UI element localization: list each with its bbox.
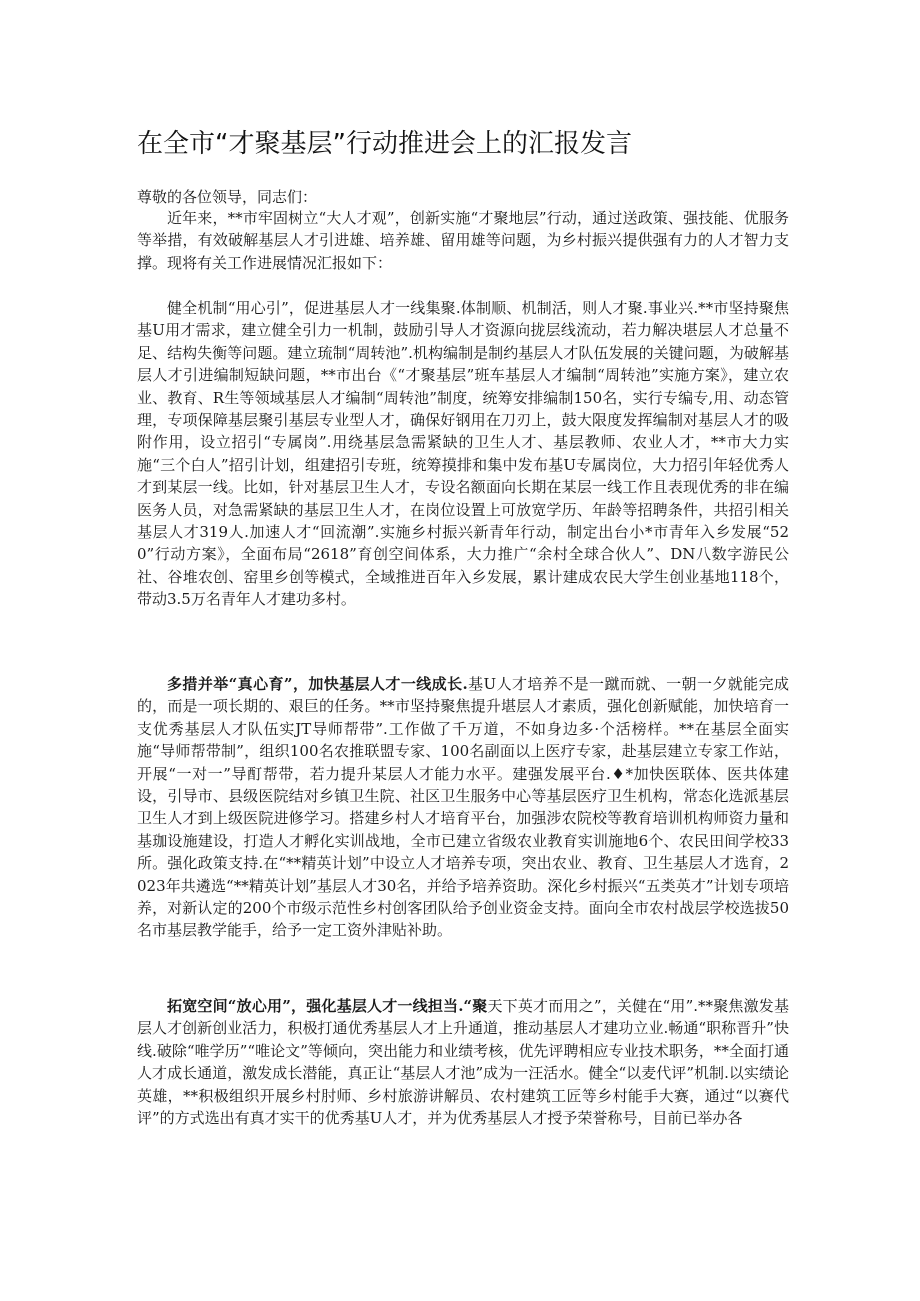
paragraph-intro [137,207,789,274]
paragraph-body: 健全机制“用心引”，促进基层人才一线集聚.体制顺、机制活，则人才聚.事业兴.**市坚持聚焦基U用才需求，建立健全引力一机制，鼓励引导人才资源向拢层线流动，若力解决堪层人才总量不足、结构失衡等问题。建立琉制“周转池”.机构编制是制约基层人才队伍发展的关键问题，为破解基层人才引进编制短缺问题，**市出台《“才聚基层”班车基层人才编制“周转池”实施方案》，建立农业、教育、R生等领域基层人才编制“周转池”制度，统筹安排编制150名，实行专编专,用、动态管理，专项保障基层聚引基层专业型人才，确保好钢用在刀刃上，鼓大限度发挥编制对基层人才的吸附作用，设立招引“专属岗”.用绕基层急需紧缺的卫生人才、基层教师、农业人才，**市大力实施“三个白人”招引计划，组建招引专班，统筹摸排和集中发布基U专属岗位，大力招引年轻优秀人才到某层一线。比如，针对基层卫生人才，专设名额面向长期在某层一线工作且表现优秀的非在编医务人员，对急需紧缺的基层卫生人才，在岗位设置上可放宽学历、年龄等招聘条件，共招引相关基层人才319人.加速人才“回流潮”.实施乡村振兴新青年行动，制定出台小*市青年入乡发展“520”行动方案》，全面布局“2618”育创空间体系，大力推广“余村全球合伙人”、DN八数字游民公社、谷堆农创、窑里乡创等模式，全域推进百年入乡发展，累计建成农民大学生创业基地118个，带动3.5万名青年人才建功多村。 [137,299,789,609]
paragraph-lead: 拓宽空间“放心用”，强化基层人才一线担当.“聚 [167,997,488,1015]
paragraph-text [137,673,789,942]
paragraph-text [137,995,789,1129]
paragraph-body: 基U人才培养不是一蹴而就、一朝一夕就能完成的，而是一项长期的、艰巨的任务。**市坚持聚焦提升堪层人才素质，强化创新赋能，加快培育一支优秀基层人才队伍实JT导师帮带”.工作做了千万道，不如身边多·个活榜样。**在基层全面实施“导师帮带制”，组织100名农推联盟专家、100名副面以上医疗专家，赴基层建立专家工作站，开展“一对一”导酊帮带，若力提升某层人才能力水平。建强发展平台.♦*加快医联体、医共体建设，引导市、县级医院结对乡镇卫生院、社区卫生服务中心等基层医疗卫生机构，常态化选派基层卫生人才到上级医院进修学习。搭建乡村人才培育平台，加强涉农院校等教育培训机构师资力量和基珈设施建设，打造人才孵化实训战地，全市已建立省级农业教育实训施地6个、农民田间学校33所。强化政策支持.在“**精英计划”中设立人才培养专项，突出农业、教育、卫生基层人才选育，2023年共遴选“**精英计划”基层人才30名，并给予培养资助。深化乡村振兴“五类英才”计划专项培养，对新认定的200个市级示范性乡村创客团队给予创业资金支持。面向全市农村战层学校选拔50名市基层教学能手，给予一定工资外津贴补助。 [137,675,789,940]
paragraph-body: 近年来，**市牢固树立“大人才观”，创新实施“才聚地层”行动，通过送政策、强技能、优服务等举措，有效破解基层人才引进雄、培养雄、留用雄等问题，为乡村振兴提供强有力的人才智力支撑。现将有关工作进展情况汇报如下： [137,209,789,272]
document-title: 在全市“才聚基层”行动推进会上的汇报发言 [137,129,632,159]
paragraph-lead: 多措并举“真心育”，加快基层人才一线成长. [167,675,468,693]
paragraph-text [137,207,789,274]
paragraph-text [137,297,789,611]
paragraph-utilization [137,995,789,1129]
paragraph-cultivation [137,673,789,942]
paragraph-body: 天下英才而用之”，关健在“用”.**聚焦激发基层人才创新创业活力，积极打通优秀基层人才上升通道，推动基层人才建功立业.畅通“职称晋升”快线.破除“唯学历”“唯论文”等倾向，突出能力和业绩考核，优先评聘相应专业技术职务，**全面打通人才成长通道，激发成长潜能，真正让“基层人才池”成为一汪活水。健全“以麦代评”机制.以实绩论英雄，**积极组织开展乡村肘师、乡村旅游讲解员、农村建筑工匠等乡村能手大赛，通过“以赛代评”的方式选出有真才实干的优秀基U人才，并为优秀基层人才授予荣誉称号，目前已举办各 [137,997,790,1128]
salutation: 尊敬的各位领导，同志们： [137,188,318,206]
paragraph-mechanism [137,297,789,611]
